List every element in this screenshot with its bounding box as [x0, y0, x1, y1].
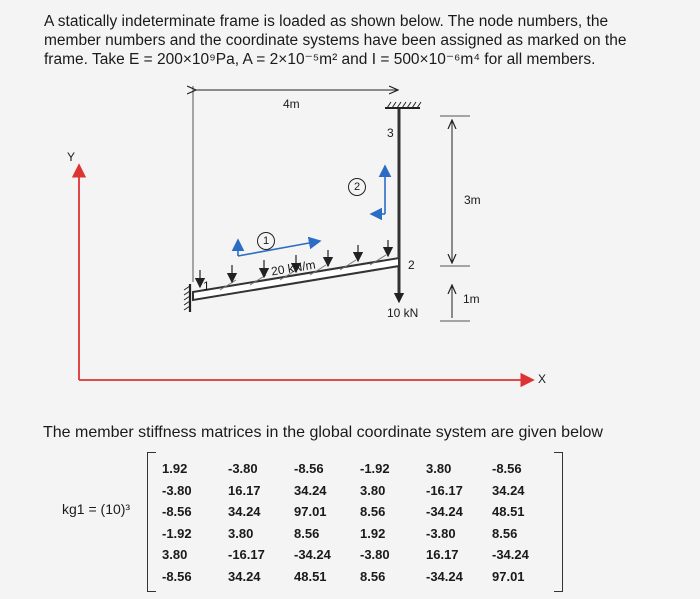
dimension-4m-label: 4m — [283, 97, 300, 111]
matrix-cell: 3.80 — [228, 525, 254, 541]
matrix-row — [162, 480, 552, 502]
local-axes-member-2 — [371, 166, 385, 214]
matrix-cell: 8.56 — [492, 525, 518, 541]
dimension-vertical — [440, 116, 470, 321]
matrix-bracket-left — [147, 452, 156, 592]
matrix-label: kg1 = (10)³ — [62, 501, 131, 517]
matrix-row — [162, 523, 552, 545]
node-1-label: 1 — [203, 279, 210, 293]
matrix-cell: 48.51 — [294, 568, 327, 584]
matrix-cell: 16.17 — [426, 547, 459, 563]
matrix-cell: -3.80 — [228, 461, 258, 477]
matrix-cell: 97.01 — [492, 568, 525, 584]
matrix-cell: 3.80 — [426, 461, 452, 477]
point-load-label: 10 kN — [387, 306, 419, 320]
matrix-cell: 48.51 — [492, 504, 525, 520]
dimension-4m — [193, 86, 398, 282]
matrix-cell: -34.24 — [492, 547, 529, 563]
matrix-cell: 8.56 — [360, 504, 386, 520]
matrix-cell: 8.56 — [294, 525, 320, 541]
matrix-cell: -3.80 — [162, 482, 192, 498]
dimension-1m-label: 1m — [463, 292, 480, 306]
node-2-label: 2 — [408, 258, 415, 272]
problem-line-1: A statically indeterminate frame is loaded as shown below. The node numbers, the — [44, 13, 609, 30]
matrix-cell: -16.17 — [426, 482, 463, 498]
matrix-row — [162, 501, 552, 523]
matrix-cell: 3.80 — [360, 482, 386, 498]
matrix-cell: 16.17 — [228, 482, 261, 498]
matrix-cell: 34.24 — [294, 482, 327, 498]
member-1-badge: 1 — [257, 232, 275, 250]
fixed-support-top — [385, 102, 421, 108]
y-axis-label: Y — [67, 150, 76, 164]
x-axis-label: X — [538, 372, 547, 386]
node-3-label: 3 — [387, 126, 394, 140]
matrix-cell: 34.24 — [228, 568, 261, 584]
fixed-support-left — [184, 284, 190, 312]
matrix-cell: 1.92 — [162, 461, 188, 477]
matrix-cell: -8.56 — [162, 568, 192, 584]
matrix-cell: 34.24 — [492, 482, 525, 498]
matrix-cell: -3.80 — [426, 525, 456, 541]
matrix-cell: -8.56 — [492, 461, 522, 477]
matrix-cell: -1.92 — [162, 525, 192, 541]
matrix-cell: -8.56 — [294, 461, 324, 477]
matrix-cell: -1.92 — [360, 461, 390, 477]
matrix-cell: 97.01 — [294, 504, 327, 520]
local-axes-member-1 — [238, 240, 320, 256]
matrix-cell: 8.56 — [360, 568, 386, 584]
matrix-row — [162, 566, 552, 588]
matrix-cell: -34.24 — [426, 568, 463, 584]
stiffness-matrix — [147, 452, 563, 592]
matrix-cell: 3.80 — [162, 547, 188, 563]
matrix-cell: -16.17 — [228, 547, 265, 563]
matrix-cell: -34.24 — [426, 504, 463, 520]
dimension-3m-label: 3m — [464, 193, 481, 207]
distributed-load-label: 20 kN/m — [270, 257, 317, 279]
matrix-cell: 1.92 — [360, 525, 386, 541]
matrix-table — [162, 458, 552, 587]
problem-line-3: frame. Take E = 200×10⁹Pa, A = 2×10⁻⁵m² and I = 500×10⁻⁶m⁴ for all members. — [44, 51, 596, 68]
matrix-cell: -3.80 — [360, 547, 390, 563]
matrix-cell: 34.24 — [228, 504, 261, 520]
matrix-row — [162, 544, 552, 566]
member-2-badge: 2 — [348, 178, 366, 196]
problem-line-2: member numbers and the coordinate systems have been assigned as marked on the — [44, 32, 627, 49]
matrix-caption: The member stiffness matrices in the global coordinate system are given below — [43, 424, 603, 441]
matrix-cell: -8.56 — [162, 504, 192, 520]
matrix-bracket-right — [554, 452, 563, 592]
matrix-row — [162, 458, 552, 480]
matrix-cell: -34.24 — [294, 547, 331, 563]
